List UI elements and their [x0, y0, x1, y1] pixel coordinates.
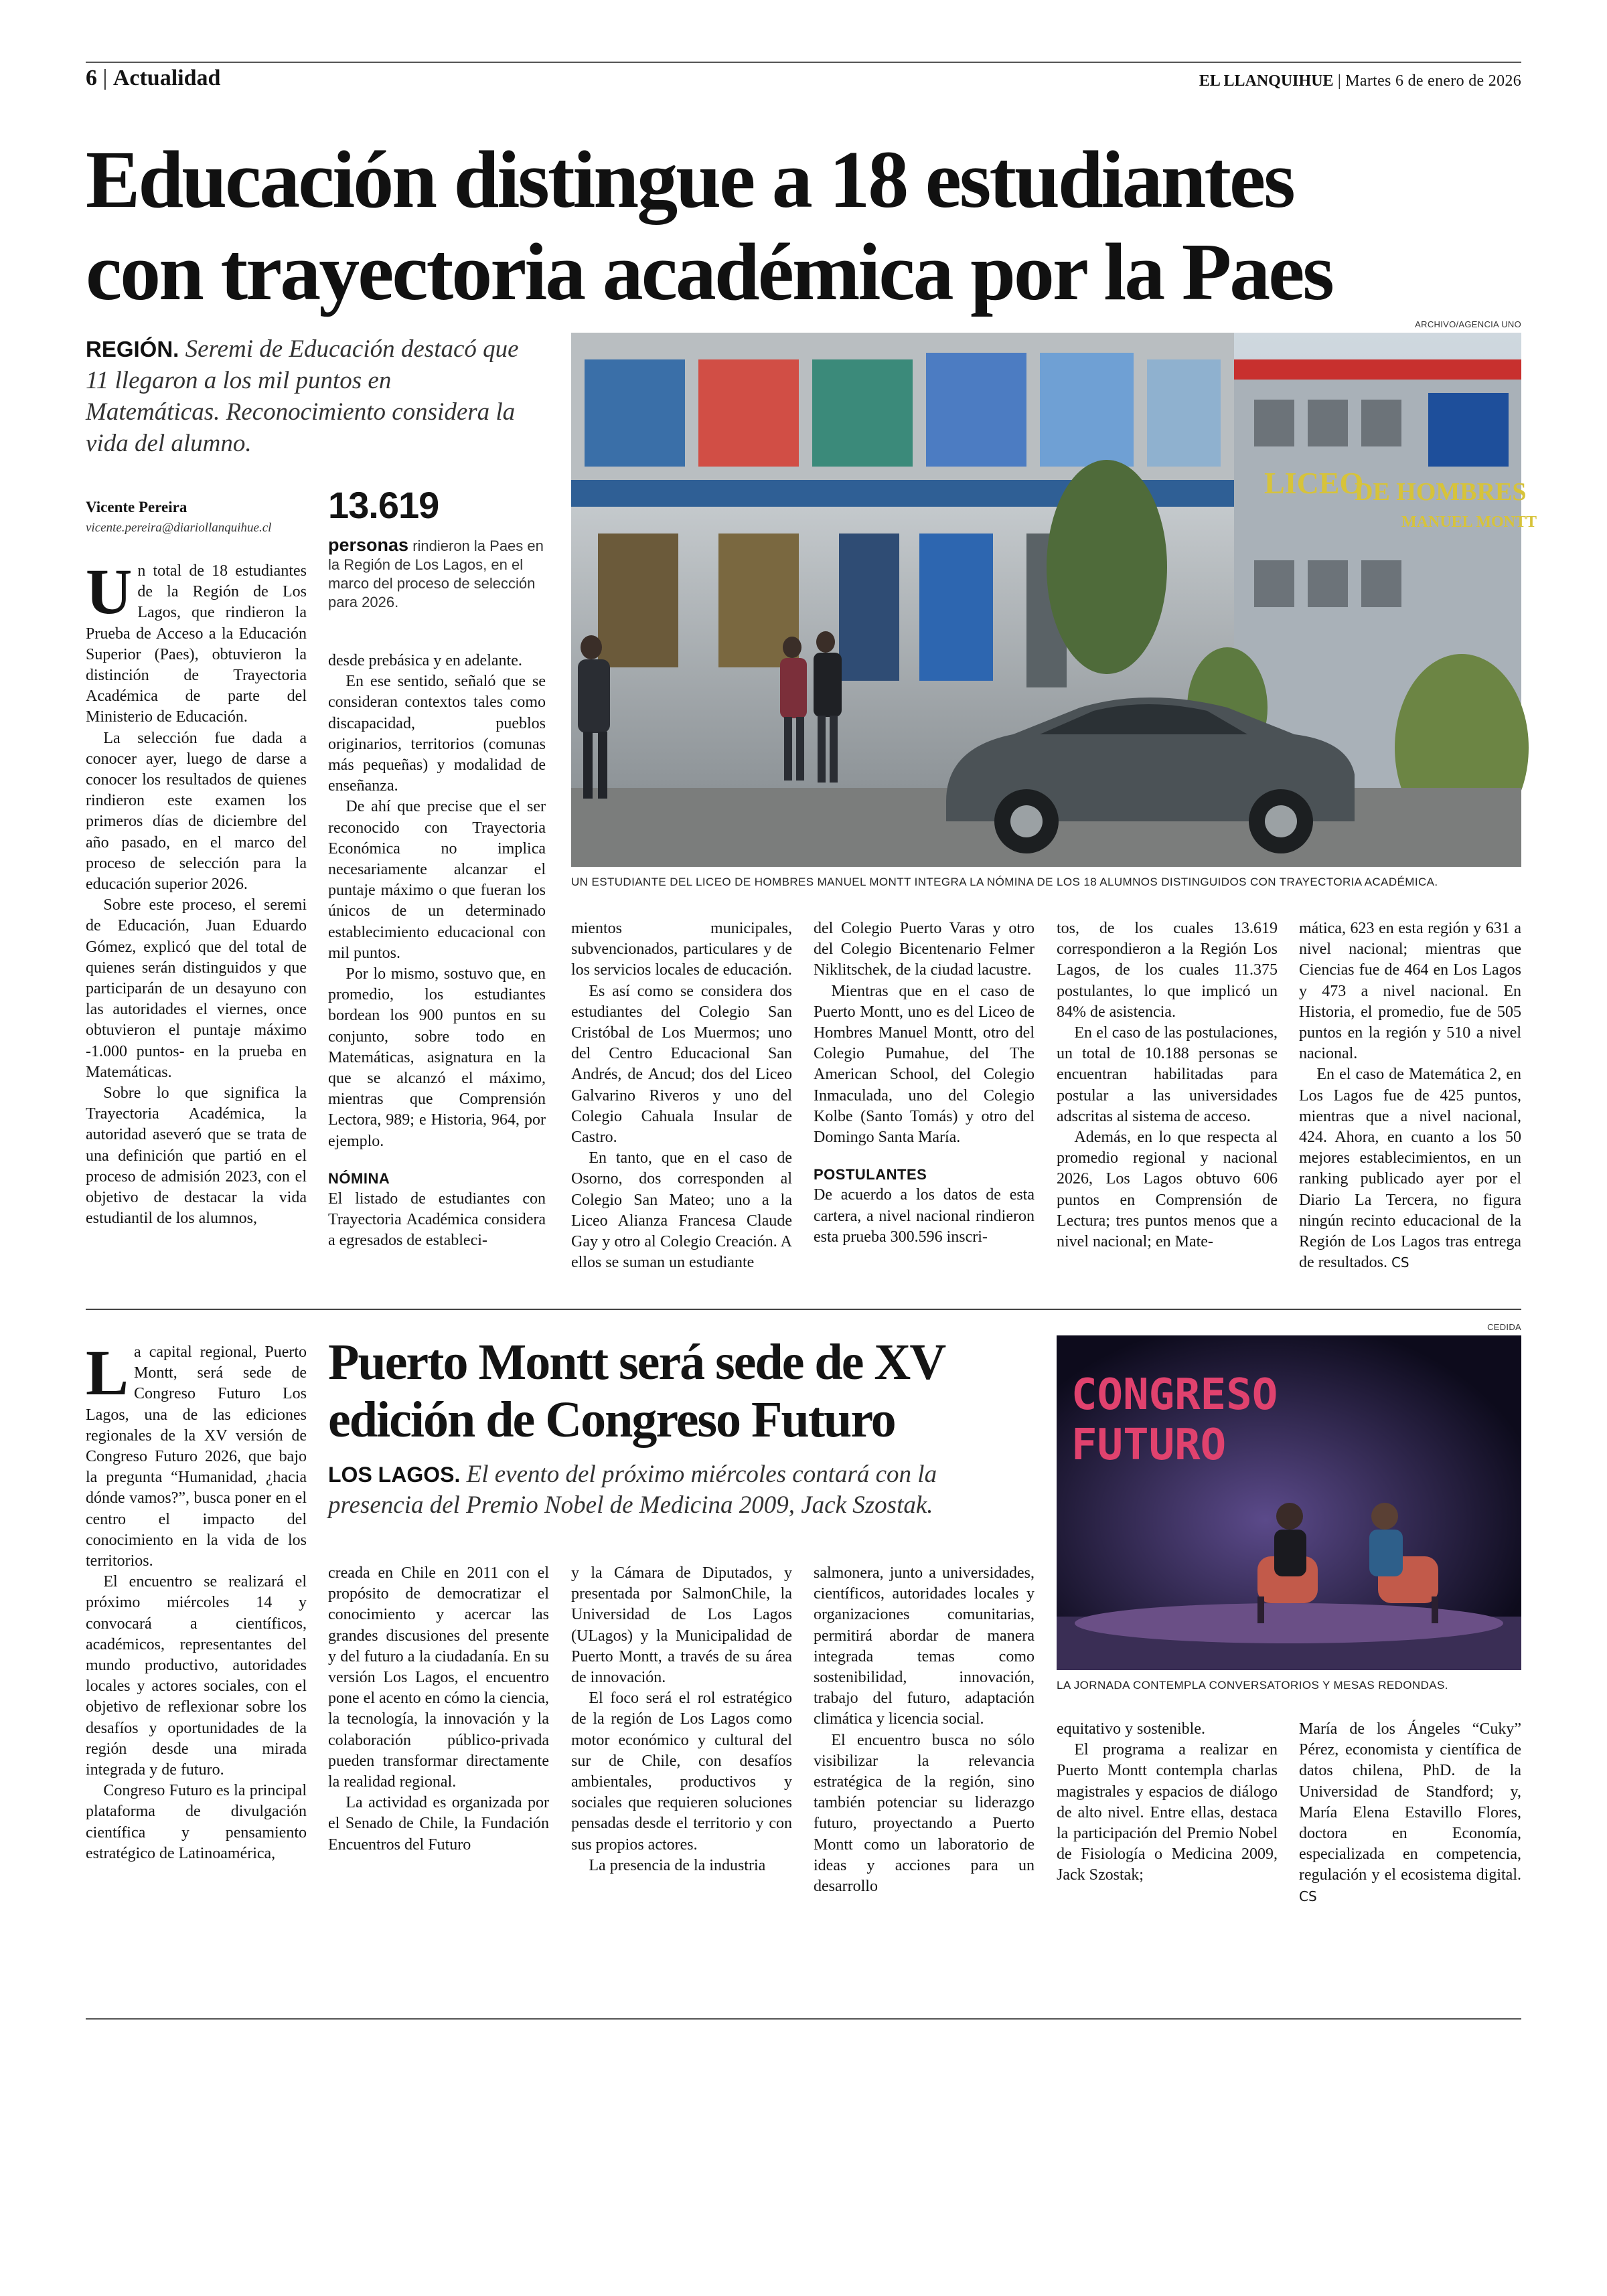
article1-photo-credit: ARCHIVO/AGENCIA UNO	[1415, 319, 1521, 329]
masthead-divider: |	[1337, 72, 1346, 90]
masthead-info	[1199, 72, 1521, 90]
article2-lead	[328, 1459, 1038, 1521]
colored-windows	[585, 353, 1221, 467]
article1-paragraph: Además, en lo que respecta al promedio regional y nacional 2026, Los Lagos obtuvo 606 puntos en Comprensión de Lectura; tres puntos menos que a nivel nacional; en Mate-	[1057, 1129, 1278, 1251]
article1-subhead-nomina: NÓMINA	[328, 1169, 390, 1187]
bottom-rule	[86, 2018, 1521, 2020]
article2-headline-line2: edición de Congreso Futuro	[328, 1392, 895, 1448]
article1-column-5	[1057, 918, 1278, 1252]
article1-paragraph: Por lo mismo, sostuvo que, en promedio, los estudiantes bordean los 900 puntos en su conjunto, sobre todo en Matemáticas, asignatura en la que se alcanzó el máximo, mientras que Comprensión Lectora, 989; e Historia, 964, por ejemplo.	[328, 965, 546, 1150]
issue-date: Martes 6 de enero de 2026	[1345, 72, 1521, 90]
article2-column-4	[814, 1563, 1035, 1897]
article1-author-email[interactable]: vicente.pereira@diariollanquihue.cl	[86, 521, 272, 535]
article2-column-2	[328, 1563, 549, 1856]
article2-paragraph: equitativo y sostenible.	[1057, 1720, 1205, 1738]
article1-paragraph: De ahí que precise que el ser reconocido con Trayectoria Económica no implica necesariamente alcanzar el puntaje máximo o que fueran los únicos de un determinado establecimiento educacional con mil puntos.	[328, 798, 546, 962]
article2-photo-credit: CEDIDA	[1487, 1322, 1521, 1332]
congreso-sign: CONGRESO	[1071, 1370, 1278, 1420]
section-divider: |	[102, 66, 113, 90]
article1-paragraph: En el caso de las postulaciones, un total de 10.188 personas se encuentran habilitadas para postular a las universidades adscritas al sistema de acceso.	[1057, 1024, 1278, 1125]
article2-photo-caption: LA JORNADA CONTEMPLA CONVERSATORIOS Y MESAS REDONDAS.	[1057, 1679, 1448, 1692]
article2-paragraph: La capital regional, Puerto Montt, será sede de Congreso Futuro Los Lagos, una de las ediciones regionales de la XV versión de Congreso Futuro 2026, que bajo la pregunta “Humanidad, ¿hacia dónde vamos?”, busca poner en el centro el impacto del conocimiento en la vida de los territorios.	[86, 1337, 307, 1570]
article1-author: Vicente Pereira	[86, 499, 187, 515]
article1-paragraph: Un total de 18 estudiantes de la Región de Los Lagos, que rindieron la Prueba de Acceso a la Educación Superior (Paes), obtuvieron la distinción de Trayectoria Académica de parte del Ministerio de Educación.	[86, 556, 307, 726]
article1-paragraph: La selección fue dada a conocer ayer, luego de darse a conocer los resultados de quienes rindieron este examen los primeros días de diciembre del año pasado, en el marco del proceso de selección para la educación superior 2026.	[86, 729, 307, 894]
article1-paragraph: del Colegio Puerto Varas y otro del Colegio Bicentenario Felmer Niklitschek, de la ciudad lacustre.	[814, 920, 1035, 979]
article2-headline-line1: Puerto Montt será sede de XV	[328, 1334, 945, 1390]
article2-lead-text: El evento del próximo miércoles contará con la presencia del Premio Nobel de Medicina 2009, Jack Szostak.	[328, 1461, 937, 1519]
page-section-label	[86, 66, 220, 91]
photo-sign-hombres: DE HOMBRES	[1355, 478, 1527, 506]
article1-column-6	[1299, 918, 1521, 1273]
stat-text-block	[328, 536, 546, 612]
article2-headline	[328, 1333, 1031, 1449]
section-name: Actualidad	[112, 66, 221, 90]
article1-headline	[86, 134, 1525, 319]
article1-paragraph: desde prebásica y en adelante.	[328, 652, 522, 669]
article1-paragraph: Es así como se considera dos estudiantes del Colegio San Cristóbal de Los Muermos; uno del Centro Educacional San Andrés, de Ancud; dos del Liceo Galvarino Riveros y uno del Colegio Cahuala Insular de Castro.	[571, 982, 792, 1147]
article1-paragraph: En ese sentido, señaló que se consideran contextos tales como discapacidad, pueblos originarios, territorios (comunas más pequeñas) y modalidad de enseñanza.	[328, 673, 546, 795]
article1-drop-cap: U	[86, 556, 133, 627]
article2-column-6	[1299, 1719, 1521, 1907]
article2-paragraph: creada en Chile en 2011 con el propósito de democratizar el conocimiento y acercar las grandes discusiones del presente y del futuro a la ciudadanía. En su versión Los Lagos, el encuentro pone el acento en cómo la ciencia, la tecnología, la innovación y la colaboración público-privada pueden transformar directamente la realidad regional.	[328, 1564, 549, 1791]
article2-lead-tag: LOS LAGOS.	[328, 1463, 461, 1487]
article2-paragraph: El encuentro se realizará el próximo miércoles 14 y convocará a científicos, académicos, representantes del mundo productivo, autoridades locales y actores sociales, con el objetivo de reflexionar sobre los desafíos y oportunidades de la región desde una mirada integrada y de futuro.	[86, 1573, 307, 1779]
stat-number: 13.619	[328, 484, 439, 526]
article2-drop-cap: L	[86, 1337, 129, 1408]
article2-column-3	[571, 1563, 792, 1876]
page-number: 6	[86, 66, 97, 90]
article2-column-1	[86, 1337, 307, 1864]
article1-paragraph: En el caso de Matemática 2, en Los Lagos fue de 425 puntos, mientras que a nivel nacional, 424. Ahora, en cuanto a los 50 mejores establecimientos, en un ranking publicado ayer por el Diario La Tercera, no figura ningún recinto educacional de la Región de Los Lagos tras entrega de resultados. CS	[1299, 1066, 1521, 1272]
top-rule	[86, 62, 1521, 63]
article1-headline-line1: Educación distingue a 18 estudiantes	[86, 135, 1294, 225]
article2-paragraph: El programa a realizar en Puerto Montt contempla charlas magistrales y espacios de diálogo de alto nivel. Entre ellas, destaca la participación del Premio Nobel de Fisiología o Medicina 2009, Jack Szostak;	[1057, 1741, 1278, 1884]
article1-paragraph: Sobre lo que significa la Trayectoria Académica, la autoridad aseveró que se trata de una definición que partió en el proceso de admisión 2023, con el objetivo de destacar la vida estudiantil de los alumnos,	[86, 1084, 307, 1228]
congress-stage-illustration	[1057, 1335, 1521, 1670]
article2-paragraph: Congreso Futuro es la principal plataforma de divulgación científica y pensamiento estratégico de Latinoamérica,	[86, 1782, 307, 1862]
article1-column-2	[328, 651, 546, 1252]
article-separator	[86, 1309, 1521, 1310]
article1-paragraph: mática, 623 en esta región y 631 a nivel nacional; mientras que Ciencias fue de 464 en Los Lagos y 473 a nivel nacional. En Historia, el promedio, fue de 505 puntos en la región y 510 a nivel nacional.	[1299, 920, 1521, 1063]
article1-paragraph: Sobre este proceso, el seremi de Educación, Juan Eduardo Gómez, explicó que del total de quienes serán distinguidos y que participarán de un desayuno con las autoridades el viernes, once obtuvieron el puntaje máximo -1.000 puntos- en la prueba en Matemáticas.	[86, 896, 307, 1081]
article1-lead	[86, 333, 521, 459]
article2-paragraph: La actividad es organizada por el Senado de Chile, la Fundación Encuentros del Futuro	[328, 1794, 549, 1854]
article1-column-4	[814, 918, 1035, 1248]
article1-paragraph: tos, de los cuales 13.619 correspondieron a la Región Los Lagos, de los cuales 11.375 postulantes, lo que implicó un 84% de asistencia.	[1057, 920, 1278, 1021]
stat-label: personas	[328, 535, 409, 555]
article2-paragraph: La presencia de la industria	[589, 1856, 766, 1874]
article1-end-mark: CS	[1391, 1254, 1409, 1271]
article2-paragraph: salmonera, junto a universidades, científicos, autoridades locales y organizaciones comunitarias, permitirá abordar de manera integrada temas como sostenibilidad, innovación, trabajo del futuro, adaptación climática y licencia social.	[814, 1564, 1035, 1728]
article1-column-1	[86, 556, 307, 1230]
article1-photo	[571, 333, 1537, 867]
futuro-sign: FUTURO	[1071, 1420, 1227, 1470]
article2-paragraph: María de los Ángeles “Cuky” Pérez, economista y científica de datos chilena, PhD. de la Universidad de Standford; y, María Elena Estavillo Flores, doctora en Economía, especializada en competencia, regulación y el ecosistema digital. CS	[1299, 1720, 1521, 1904]
article1-photo-caption: UN ESTUDIANTE DEL LICEO DE HOMBRES MANUEL MONTT INTEGRA LA NÓMINA DE LOS 18 ALUMNOS DISTINGUIDOS CON TRAYECTORIA ACADÉMICA.	[571, 876, 1438, 888]
article2-paragraph: y la Cámara de Diputados, y presentada por SalmonChile, la Universidad de Los Lagos (ULagos) y la Municipalidad de Puerto Montt, a través de su área de innovación.	[571, 1564, 792, 1687]
article1-paragraph: De acuerdo a los datos de esta cartera, a nivel nacional rindieron esta prueba 300.596 inscri-	[814, 1186, 1035, 1246]
article2-end-mark: CS	[1299, 1888, 1317, 1904]
article1-headline-line2: con trayectoria académica por la Paes	[86, 227, 1332, 317]
article2-paragraph: El foco será el rol estratégico de la región de Los Lagos como motor económico y cultural del sur de Chile, con desafíos ambientales, productivos y sociales que requieren soluciones pensadas desde el territorio y con sus propios actores.	[571, 1690, 792, 1854]
stat-text: rindieron la Paes en la Región de Los Lagos, en el marco del proceso de selección para 2026.	[328, 538, 544, 610]
school-photo-illustration	[571, 333, 1537, 867]
article1-paragraph: El listado de estudiantes con Trayectoria Académica considera a egresados de estableci-	[328, 1190, 546, 1250]
article1-paragraph: Mientras que en el caso de Puerto Montt, uno es del Liceo de Hombres Manuel Montt, otro del Colegio Pumahue, del The American School, del Colegio Inmaculada, uno del Colegio Kolbe (Santo Tomás) y otro del Domingo Santa María.	[814, 982, 1035, 1147]
article2-photo	[1057, 1335, 1521, 1670]
article1-paragraph: mientos municipales, subvencionados, particulares y de los servicios locales de educación.	[571, 920, 792, 979]
article2-column-5	[1057, 1719, 1278, 1886]
photo-sign-liceo: LICEO	[1264, 466, 1364, 500]
photo-sign-manuel: MANUEL MONTT	[1401, 513, 1537, 531]
article1-subhead-postulantes: POSTULANTES	[814, 1166, 927, 1183]
article2-paragraph: El encuentro busca no sólo visibilizar la relevancia estratégica de la región, sino también potenciar su liderazgo futuro, proyectando a Puerto Montt como un laboratorio de ideas y acciones para un desarrollo	[814, 1731, 1035, 1896]
article1-lead-text: Seremi de Educación destacó que 11 llegaron a los mil puntos en Matemáticas. Reconocimiento considera la vida del alumno.	[86, 335, 519, 457]
article1-column-3	[571, 918, 792, 1273]
article1-paragraph: En tanto, que en el caso de Osorno, dos corresponden al Colegio San Mateo; uno a la Liceo Alianza Francesa Claude Gay y otro al Colegio Creación. A ellos se suman un estudiante	[571, 1149, 792, 1272]
paper-name: EL LLANQUIHUE	[1199, 72, 1334, 90]
article1-lead-tag: REGIÓN.	[86, 337, 179, 361]
